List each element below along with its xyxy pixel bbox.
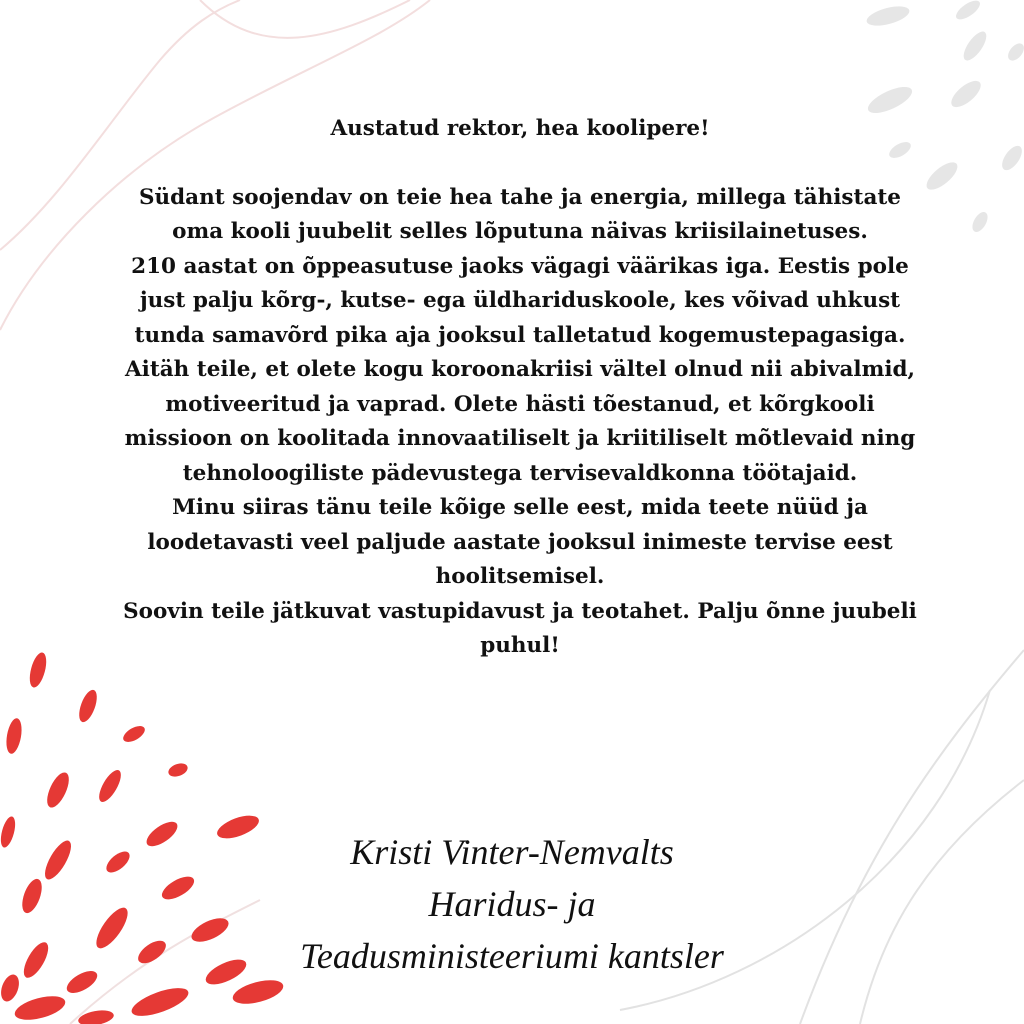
brush-stroke	[63, 967, 100, 998]
brush-stroke	[77, 1008, 115, 1024]
brush-stroke	[0, 815, 18, 849]
brush-stroke	[143, 817, 182, 851]
brush-stroke	[158, 872, 197, 904]
brush-stroke	[998, 143, 1024, 174]
brush-stroke	[95, 767, 125, 805]
brush-stroke	[947, 76, 985, 111]
brush-stroke	[167, 761, 190, 779]
brush-stroke	[18, 876, 45, 915]
brush-stroke	[19, 939, 53, 982]
letter-paragraph: Soovin teile jätkuvat vastupidavust ja teotahet. Palju õnne juubeli puhul!	[123, 598, 917, 658]
letter-greeting: Austatud rektor, hea koolipere!	[330, 116, 710, 141]
signature-block	[212, 826, 812, 982]
brush-stroke	[128, 982, 191, 1021]
brush-stroke	[43, 769, 74, 810]
brush-stroke	[0, 972, 22, 1004]
letter-body	[110, 112, 930, 664]
brush-stroke	[12, 992, 67, 1024]
letter-paragraph: Aitäh teile, et olete kogu koroonakriisi vältel olnud nii abivalmid, motiveeritud ja vaprad. Olete hästi tõestanud, et kõrgkooli missioon on koolitada innovaatiliselt ja kriitiliselt mõtlevaid ning tehnoloogiliste pädevustega tervisevaldkonna töötajaid.	[124, 357, 916, 486]
letter-paragraph: Südant soojendav on teie hea tahe ja energia, millega tähistate oma kooli juubelit selles lõputuna näivas kriisilainetuses.	[138, 184, 901, 244]
brush-stroke	[40, 837, 76, 883]
letter-paragraph: Minu siiras tänu teile kõige selle eest, mida teete nüüd ja loodetavasti veel paljude aastate jooksul inimeste tervise eest hoolitsemisel.	[147, 495, 893, 589]
brush-stroke	[91, 903, 133, 953]
signature-title-line: Haridus- ja	[428, 884, 596, 924]
brush-stroke	[969, 209, 990, 234]
brush-stroke	[121, 723, 148, 745]
signature-name: Kristi Vinter-Nemvalts	[350, 832, 674, 872]
brush-stroke	[4, 717, 24, 755]
brush-stroke	[960, 28, 991, 64]
brush-stroke	[865, 3, 912, 30]
letter-paragraph: 210 aastat on õppeasutuse jaoks vägagi väärikas iga. Eestis pole just palju kõrg-, kutse- ega üldhariduskoole, kes võivad uhkust tunda samavõrd pika aja jooksul talletatud kogemustepagasiga.	[131, 253, 909, 348]
brush-stroke	[953, 0, 983, 23]
brush-stroke	[103, 848, 133, 877]
brush-stroke	[1005, 40, 1024, 63]
brush-stroke	[27, 651, 50, 689]
brush-stroke	[76, 688, 101, 725]
signature-title-line: Teadusministeeriumi kantsler	[300, 936, 724, 976]
